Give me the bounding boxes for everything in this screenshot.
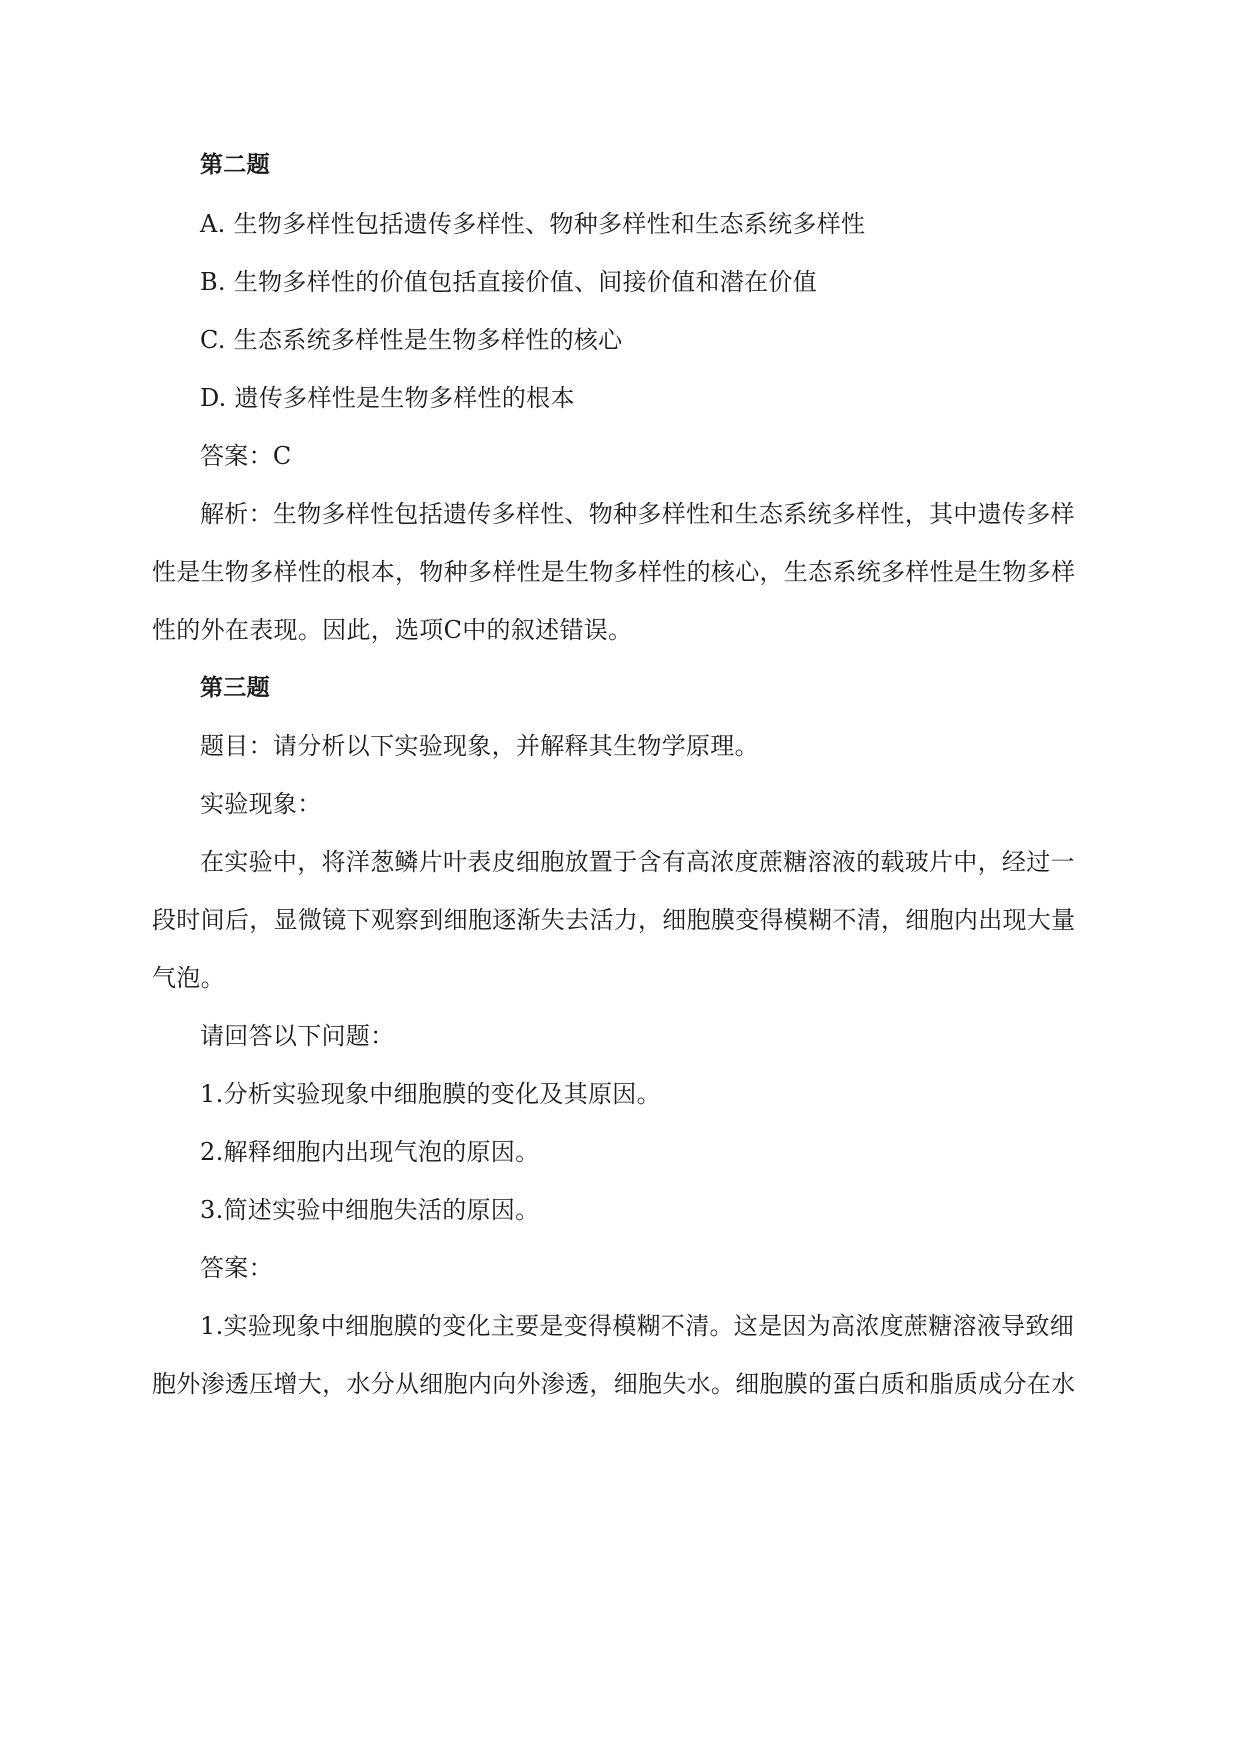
q3-question-2: 2.解释细胞内出现气泡的原因。 (200, 1138, 540, 1166)
q3-prompt: 题目：请分析以下实验现象，并解释其生物学原理。 (200, 732, 759, 760)
q2-answer: 答案：C (200, 442, 292, 470)
q3-phenomenon-label: 实验现象： (200, 790, 322, 818)
q3-question-3: 3.简述实验中细胞失活的原因。 (200, 1196, 540, 1224)
q3-phenomenon-line-1: 在实验中，将洋葱鳞片叶表皮细胞放置于含有高浓度蔗糖溶液的载玻片中，经过一 (200, 848, 1075, 876)
q2-option-b: B. 生物多样性的价值包括直接价值、间接价值和潜在价值 (200, 268, 817, 296)
q3-phenomenon-line-3: 气泡。 (152, 964, 225, 992)
q2-analysis-line-2: 性是生物多样性的根本，物种多样性是生物多样性的核心，生态系统多样性是生物多样 (152, 558, 1076, 586)
q3-answer-1-line-1: 1.实验现象中细胞膜的变化主要是变得模糊不清。这是因为高浓度蔗糖溶液导致细 (200, 1312, 1074, 1340)
q3-question-1: 1.分析实验现象中细胞膜的变化及其原因。 (200, 1080, 661, 1108)
q2-option-c: C. 生态系统多样性是生物多样性的核心 (200, 326, 623, 354)
q3-phenomenon-line-2: 段时间后，显微镜下观察到细胞逐渐失去活力，细胞膜变得模糊不清，细胞内出现大量 (152, 906, 1076, 934)
q2-option-d: D. 遗传多样性是生物多样性的根本 (200, 384, 575, 412)
q3-answer-label: 答案： (200, 1254, 273, 1282)
q3-answer-1-line-2: 胞外渗透压增大，水分从细胞内向外渗透，细胞失水。细胞膜的蛋白质和脂质成分在水 (152, 1370, 1076, 1398)
q3-heading: 第三题 (200, 675, 270, 701)
q2-analysis-line-3: 性的外在表现。因此，选项C中的叙述错误。 (152, 616, 633, 644)
q3-questions-label: 请回答以下问题： (200, 1022, 395, 1050)
q2-option-a: A. 生物多样性包括遗传多样性、物种多样性和生态系统多样性 (200, 210, 866, 238)
q2-analysis-line-1: 解析：生物多样性包括遗传多样性、物种多样性和生态系统多样性，其中遗传多样 (200, 500, 1075, 528)
q2-heading: 第二题 (200, 152, 270, 178)
